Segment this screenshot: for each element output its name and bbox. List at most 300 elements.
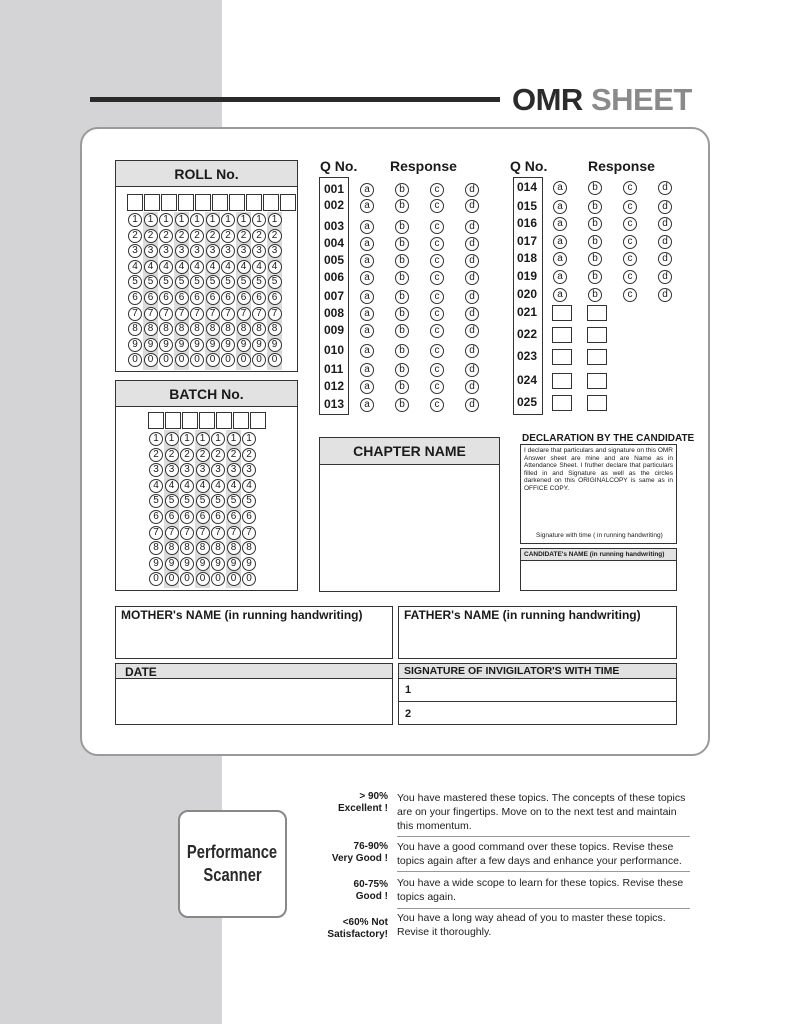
roll-digit-bubble[interactable]: 9 — [206, 338, 220, 352]
batch-digit-bubble[interactable]: 2 — [180, 448, 194, 462]
batch-digit-bubble[interactable]: 6 — [180, 510, 194, 524]
roll-digit-bubble[interactable]: 3 — [237, 244, 251, 258]
option-bubble-d[interactable]: d — [658, 181, 672, 195]
batch-digit-bubble[interactable]: 9 — [227, 557, 241, 571]
roll-digit-bubble[interactable]: 7 — [175, 307, 189, 321]
batch-digit-bubble[interactable]: 0 — [180, 572, 194, 586]
answer-box[interactable] — [587, 327, 607, 343]
batch-digit-bubble[interactable]: 1 — [196, 432, 210, 446]
option-bubble-a[interactable]: a — [360, 380, 374, 394]
roll-digit-bubble[interactable]: 6 — [128, 291, 142, 305]
roll-digit-bubble[interactable]: 1 — [221, 213, 235, 227]
batch-digit-bubble[interactable]: 6 — [196, 510, 210, 524]
option-bubble-b[interactable]: b — [395, 380, 409, 394]
batch-digit-bubble[interactable]: 9 — [196, 557, 210, 571]
option-bubble-b[interactable]: b — [395, 220, 409, 234]
roll-digit-bubble[interactable]: 4 — [159, 260, 173, 274]
roll-digit-bubble[interactable]: 1 — [159, 213, 173, 227]
batch-digit-bubble[interactable]: 4 — [196, 479, 210, 493]
batch-digit-bubble[interactable]: 8 — [165, 541, 179, 555]
invigilator-row-1[interactable] — [399, 679, 676, 702]
roll-entry-cell[interactable] — [263, 194, 279, 211]
roll-digit-bubble[interactable]: 1 — [128, 213, 142, 227]
batch-digit-bubble[interactable]: 1 — [180, 432, 194, 446]
roll-digit-bubble[interactable]: 5 — [221, 275, 235, 289]
roll-digit-bubble[interactable]: 3 — [144, 244, 158, 258]
option-bubble-d[interactable]: d — [658, 288, 672, 302]
option-bubble-a[interactable]: a — [360, 307, 374, 321]
answer-box[interactable] — [552, 349, 572, 365]
invigilator-signature-box — [398, 663, 677, 725]
option-bubble-a[interactable]: a — [553, 252, 567, 266]
roll-digit-bubble[interactable]: 6 — [159, 291, 173, 305]
batch-digit-bubble[interactable]: 0 — [196, 572, 210, 586]
roll-digit-bubble[interactable]: 4 — [252, 260, 266, 274]
roll-digit-bubble[interactable]: 8 — [252, 322, 266, 336]
batch-entry-cell[interactable] — [216, 412, 232, 429]
roll-digit-bubble[interactable]: 3 — [175, 244, 189, 258]
roll-digit-bubble[interactable]: 1 — [144, 213, 158, 227]
roll-digit-bubble[interactable]: 4 — [128, 260, 142, 274]
roll-digit-bubble[interactable]: 1 — [237, 213, 251, 227]
batch-digit-bubble[interactable]: 7 — [227, 526, 241, 540]
option-bubble-c[interactable]: c — [430, 344, 444, 358]
batch-digit-bubble[interactable]: 2 — [196, 448, 210, 462]
roll-digit-bubble[interactable]: 3 — [190, 244, 204, 258]
roll-digit-bubble[interactable]: 4 — [237, 260, 251, 274]
option-bubble-b[interactable]: b — [588, 252, 602, 266]
roll-digit-bubble[interactable]: 5 — [206, 275, 220, 289]
roll-digit-bubble[interactable]: 2 — [128, 229, 142, 243]
batch-digit-bubble[interactable]: 6 — [149, 510, 163, 524]
option-bubble-a[interactable]: a — [360, 237, 374, 251]
batch-digit-bubble[interactable]: 8 — [196, 541, 210, 555]
roll-entry-cell[interactable] — [127, 194, 143, 211]
option-bubble-d[interactable]: d — [465, 254, 479, 268]
roll-digit-bubble[interactable]: 9 — [159, 338, 173, 352]
option-bubble-c[interactable]: c — [430, 307, 444, 321]
roll-entry-cell[interactable] — [280, 194, 296, 211]
invigilator-row-2[interactable] — [399, 702, 676, 724]
roll-digit-bubble[interactable]: 4 — [221, 260, 235, 274]
batch-entry-cell[interactable] — [250, 412, 266, 429]
batch-digit-bubble[interactable]: 4 — [227, 479, 241, 493]
batch-entry-cell[interactable] — [148, 412, 164, 429]
roll-digit-bubble[interactable]: 0 — [144, 353, 158, 367]
roll-digit-bubble[interactable]: 5 — [128, 275, 142, 289]
roll-digit-bubble[interactable]: 2 — [268, 229, 282, 243]
roll-digit-bubble[interactable]: 4 — [190, 260, 204, 274]
option-bubble-d[interactable]: d — [465, 324, 479, 338]
option-bubble-b[interactable]: b — [395, 398, 409, 412]
roll-digit-bubble[interactable]: 0 — [268, 353, 282, 367]
roll-digit-bubble[interactable]: 2 — [159, 229, 173, 243]
roll-bubble-row — [128, 291, 283, 307]
roll-digit-bubble[interactable]: 3 — [206, 244, 220, 258]
roll-digit-bubble[interactable]: 4 — [268, 260, 282, 274]
roll-digit-bubble[interactable]: 0 — [252, 353, 266, 367]
option-bubble-c[interactable]: c — [623, 217, 637, 231]
roll-bubble-row — [128, 322, 283, 338]
roll-digit-bubble[interactable]: 9 — [190, 338, 204, 352]
batch-digit-bubble[interactable]: 0 — [211, 572, 225, 586]
roll-digit-bubble[interactable]: 5 — [159, 275, 173, 289]
roll-digit-bubble[interactable]: 7 — [144, 307, 158, 321]
option-bubble-d[interactable]: d — [465, 290, 479, 304]
roll-digit-bubble[interactable]: 0 — [206, 353, 220, 367]
batch-digit-bubble[interactable]: 0 — [149, 572, 163, 586]
batch-digit-bubble[interactable]: 8 — [227, 541, 241, 555]
roll-digit-bubble[interactable]: 5 — [190, 275, 204, 289]
option-bubble-a[interactable]: a — [360, 398, 374, 412]
batch-digit-bubble[interactable]: 5 — [242, 494, 256, 508]
roll-digit-bubble[interactable]: 7 — [237, 307, 251, 321]
roll-digit-bubble[interactable]: 0 — [221, 353, 235, 367]
option-bubble-b[interactable]: b — [588, 235, 602, 249]
option-bubble-d[interactable]: d — [465, 220, 479, 234]
level-1-range: > 90% — [359, 791, 388, 802]
roll-digit-bubble[interactable]: 9 — [221, 338, 235, 352]
option-bubble-a[interactable]: a — [360, 324, 374, 338]
batch-digit-bubble[interactable]: 8 — [211, 541, 225, 555]
option-bubble-c[interactable]: c — [430, 398, 444, 412]
batch-digit-bubble[interactable]: 1 — [149, 432, 163, 446]
roll-digit-bubble[interactable]: 7 — [159, 307, 173, 321]
roll-digit-bubble[interactable]: 6 — [206, 291, 220, 305]
batch-digit-bubble[interactable]: 4 — [149, 479, 163, 493]
option-bubble-b[interactable]: b — [395, 324, 409, 338]
roll-digit-bubble[interactable]: 9 — [144, 338, 158, 352]
roll-digit-bubble[interactable]: 1 — [252, 213, 266, 227]
roll-digit-bubble[interactable]: 0 — [190, 353, 204, 367]
level-2-label — [318, 841, 388, 865]
option-bubble-a[interactable]: a — [553, 200, 567, 214]
option-bubble-c[interactable]: c — [430, 271, 444, 285]
batch-entry-cell[interactable] — [199, 412, 215, 429]
option-bubble-c[interactable]: c — [623, 270, 637, 284]
batch-bubble-row — [149, 463, 258, 479]
batch-digit-bubble[interactable]: 7 — [211, 526, 225, 540]
option-bubble-a[interactable]: a — [553, 270, 567, 284]
roll-digit-bubble[interactable]: 1 — [175, 213, 189, 227]
option-bubble-a[interactable]: a — [553, 217, 567, 231]
answer-box[interactable] — [552, 373, 572, 389]
option-bubble-d[interactable]: d — [658, 270, 672, 284]
roll-digit-bubble[interactable]: 8 — [128, 322, 142, 336]
option-bubble-d[interactable]: d — [465, 307, 479, 321]
batch-digit-bubble[interactable]: 2 — [242, 448, 256, 462]
option-bubble-a[interactable]: a — [360, 254, 374, 268]
roll-digit-bubble[interactable]: 8 — [175, 322, 189, 336]
roll-digit-bubble[interactable]: 3 — [252, 244, 266, 258]
invigilator-heading: SIGNATURE OF INVIGILATOR'S WITH TIME — [399, 664, 676, 679]
option-bubble-b[interactable]: b — [395, 183, 409, 197]
batch-digit-bubble[interactable]: 3 — [180, 463, 194, 477]
option-bubble-a[interactable]: a — [553, 181, 567, 195]
batch-digit-bubble[interactable]: 6 — [242, 510, 256, 524]
option-bubble-b[interactable]: b — [588, 270, 602, 284]
roll-digit-bubble[interactable]: 8 — [159, 322, 173, 336]
roll-digit-bubble[interactable]: 7 — [206, 307, 220, 321]
level-3-label — [318, 879, 388, 903]
batch-digit-bubble[interactable]: 7 — [196, 526, 210, 540]
roll-entry-cell[interactable] — [144, 194, 160, 211]
option-bubble-a[interactable]: a — [360, 363, 374, 377]
batch-digit-bubble[interactable]: 7 — [242, 526, 256, 540]
option-bubble-c[interactable]: c — [430, 290, 444, 304]
roll-digit-bubble[interactable]: 7 — [190, 307, 204, 321]
option-bubble-d[interactable]: d — [658, 252, 672, 266]
batch-digit-bubble[interactable]: 0 — [242, 572, 256, 586]
batch-digit-bubble[interactable]: 5 — [227, 494, 241, 508]
batch-digit-bubble[interactable]: 4 — [211, 479, 225, 493]
option-bubble-b[interactable]: b — [395, 271, 409, 285]
option-bubble-d[interactable]: d — [465, 363, 479, 377]
option-bubble-c[interactable]: c — [430, 363, 444, 377]
answer-box[interactable] — [552, 327, 572, 343]
option-bubble-c[interactable]: c — [430, 220, 444, 234]
roll-bubble-row — [128, 353, 283, 369]
roll-digit-bubble[interactable]: 2 — [144, 229, 158, 243]
roll-digit-bubble[interactable]: 4 — [144, 260, 158, 274]
level-divider-2 — [397, 871, 690, 872]
batch-digit-bubble[interactable]: 3 — [149, 463, 163, 477]
batch-digit-bubble[interactable]: 3 — [211, 463, 225, 477]
roll-digit-bubble[interactable]: 2 — [190, 229, 204, 243]
batch-digit-bubble[interactable]: 5 — [165, 494, 179, 508]
batch-digit-bubble[interactable]: 5 — [149, 494, 163, 508]
roll-digit-bubble[interactable]: 2 — [221, 229, 235, 243]
option-bubble-a[interactable]: a — [360, 290, 374, 304]
roll-digit-bubble[interactable]: 1 — [190, 213, 204, 227]
performance-scanner-badge — [178, 810, 287, 918]
batch-digit-bubble[interactable]: 7 — [165, 526, 179, 540]
roll-digit-bubble[interactable]: 1 — [268, 213, 282, 227]
option-bubble-b[interactable]: b — [395, 199, 409, 213]
option-bubble-b[interactable]: b — [395, 344, 409, 358]
option-bubble-a[interactable]: a — [360, 344, 374, 358]
batch-digit-bubble[interactable]: 0 — [165, 572, 179, 586]
batch-digit-bubble[interactable]: 5 — [196, 494, 210, 508]
roll-digit-bubble[interactable]: 0 — [159, 353, 173, 367]
batch-digit-bubble[interactable]: 9 — [180, 557, 194, 571]
question-number: 022 — [517, 327, 538, 341]
batch-digit-bubble[interactable]: 9 — [165, 557, 179, 571]
option-bubble-b[interactable]: b — [395, 290, 409, 304]
option-bubble-b[interactable]: b — [395, 237, 409, 251]
batch-digit-bubble[interactable]: 5 — [180, 494, 194, 508]
batch-digit-bubble[interactable]: 1 — [165, 432, 179, 446]
batch-digit-bubble[interactable]: 4 — [242, 479, 256, 493]
batch-digit-bubble[interactable]: 4 — [180, 479, 194, 493]
option-bubble-d[interactable]: d — [465, 183, 479, 197]
roll-digit-bubble[interactable]: 2 — [175, 229, 189, 243]
roll-entry-cell[interactable] — [161, 194, 177, 211]
roll-entry-cell[interactable] — [178, 194, 194, 211]
date-heading — [116, 664, 392, 679]
option-bubble-b[interactable]: b — [588, 288, 602, 302]
roll-digit-bubble[interactable]: 9 — [175, 338, 189, 352]
roll-digit-bubble[interactable]: 3 — [128, 244, 142, 258]
roll-digit-bubble[interactable]: 6 — [190, 291, 204, 305]
answer-box[interactable] — [587, 305, 607, 321]
roll-digit-bubble[interactable]: 3 — [221, 244, 235, 258]
roll-digit-bubble[interactable]: 6 — [237, 291, 251, 305]
option-bubble-c[interactable]: c — [430, 380, 444, 394]
option-bubble-a[interactable]: a — [360, 220, 374, 234]
roll-entry-cell[interactable] — [246, 194, 262, 211]
batch-bubble-row — [149, 557, 258, 573]
option-bubble-c[interactable]: c — [623, 252, 637, 266]
option-bubble-d[interactable]: d — [465, 237, 479, 251]
roll-digit-bubble[interactable]: 4 — [175, 260, 189, 274]
question-number: 018 — [517, 251, 538, 265]
roll-digit-bubble[interactable]: 4 — [206, 260, 220, 274]
roll-digit-bubble[interactable]: 5 — [268, 275, 282, 289]
roll-digit-bubble[interactable]: 8 — [206, 322, 220, 336]
option-bubble-d[interactable]: d — [658, 217, 672, 231]
level-3-grade: Good ! — [355, 891, 388, 902]
answer-box[interactable] — [552, 395, 572, 411]
roll-digit-bubble[interactable]: 8 — [237, 322, 251, 336]
answer-box[interactable] — [587, 373, 607, 389]
batch-digit-bubble[interactable]: 2 — [211, 448, 225, 462]
roll-digit-bubble[interactable]: 9 — [128, 338, 142, 352]
option-bubble-d[interactable]: d — [658, 235, 672, 249]
option-bubble-d[interactable]: d — [465, 271, 479, 285]
candidate-name-box[interactable] — [520, 548, 677, 591]
roll-digit-bubble[interactable]: 7 — [221, 307, 235, 321]
roll-digit-bubble[interactable]: 7 — [252, 307, 266, 321]
option-bubble-c[interactable]: c — [430, 324, 444, 338]
roll-digit-bubble[interactable]: 6 — [221, 291, 235, 305]
option-bubble-a[interactable]: a — [360, 271, 374, 285]
roll-digit-bubble[interactable]: 0 — [128, 353, 142, 367]
batch-bubble-row — [149, 448, 258, 464]
roll-entry-cell[interactable] — [195, 194, 211, 211]
option-bubble-c[interactable]: c — [430, 254, 444, 268]
batch-digit-bubble[interactable]: 5 — [211, 494, 225, 508]
batch-entry-cell[interactable] — [233, 412, 249, 429]
answer-box[interactable] — [587, 395, 607, 411]
batch-digit-bubble[interactable]: 2 — [227, 448, 241, 462]
batch-entry-cell[interactable] — [182, 412, 198, 429]
batch-digit-bubble[interactable]: 6 — [227, 510, 241, 524]
batch-digit-bubble[interactable]: 2 — [165, 448, 179, 462]
batch-digit-bubble[interactable]: 1 — [227, 432, 241, 446]
roll-digit-bubble[interactable]: 5 — [237, 275, 251, 289]
roll-digit-bubble[interactable]: 8 — [144, 322, 158, 336]
roll-digit-bubble[interactable]: 0 — [237, 353, 251, 367]
option-bubble-b[interactable]: b — [395, 363, 409, 377]
batch-digit-bubble[interactable]: 3 — [242, 463, 256, 477]
roll-digit-bubble[interactable]: 6 — [252, 291, 266, 305]
batch-digit-bubble[interactable]: 1 — [242, 432, 256, 446]
option-bubble-c[interactable]: c — [623, 200, 637, 214]
invigilator-row-1-label: 1 — [405, 684, 412, 696]
option-bubble-a[interactable]: a — [360, 199, 374, 213]
option-bubble-a[interactable]: a — [360, 183, 374, 197]
batch-digit-bubble[interactable]: 8 — [180, 541, 194, 555]
option-bubble-c[interactable]: c — [430, 183, 444, 197]
option-bubble-d[interactable]: d — [658, 200, 672, 214]
option-bubble-c[interactable]: c — [623, 181, 637, 195]
answer-box[interactable] — [552, 305, 572, 321]
batch-digit-bubble[interactable]: 4 — [165, 479, 179, 493]
option-bubble-c[interactable]: c — [623, 288, 637, 302]
batch-digit-bubble[interactable]: 7 — [149, 526, 163, 540]
option-bubble-c[interactable]: c — [430, 237, 444, 251]
option-bubble-d[interactable]: d — [465, 344, 479, 358]
roll-digit-bubble[interactable]: 2 — [252, 229, 266, 243]
option-bubble-b[interactable]: b — [588, 217, 602, 231]
roll-digit-bubble[interactable]: 9 — [268, 338, 282, 352]
option-bubble-d[interactable]: d — [465, 398, 479, 412]
roll-digit-bubble[interactable]: 6 — [175, 291, 189, 305]
roll-digit-bubble[interactable]: 8 — [190, 322, 204, 336]
batch-digit-bubble[interactable]: 8 — [149, 541, 163, 555]
answer-box[interactable] — [587, 349, 607, 365]
roll-digit-bubble[interactable]: 3 — [268, 244, 282, 258]
batch-digit-bubble[interactable]: 9 — [242, 557, 256, 571]
batch-digit-bubble[interactable]: 3 — [227, 463, 241, 477]
option-bubble-d[interactable]: d — [465, 199, 479, 213]
response-header-right: Response — [588, 158, 655, 174]
option-bubble-b[interactable]: b — [395, 254, 409, 268]
option-bubble-b[interactable]: b — [588, 181, 602, 195]
option-bubble-c[interactable]: c — [623, 235, 637, 249]
option-bubble-c[interactable]: c — [430, 199, 444, 213]
roll-digit-bubble[interactable]: 0 — [175, 353, 189, 367]
roll-digit-bubble[interactable]: 9 — [252, 338, 266, 352]
option-bubble-b[interactable]: b — [395, 307, 409, 321]
option-bubble-a[interactable]: a — [553, 235, 567, 249]
batch-digit-bubble[interactable]: 1 — [211, 432, 225, 446]
roll-digit-bubble[interactable]: 9 — [237, 338, 251, 352]
option-bubble-b[interactable]: b — [588, 200, 602, 214]
roll-digit-bubble[interactable]: 7 — [128, 307, 142, 321]
roll-digit-bubble[interactable]: 2 — [237, 229, 251, 243]
batch-digit-bubble[interactable]: 6 — [211, 510, 225, 524]
roll-digit-bubble[interactable]: 2 — [206, 229, 220, 243]
roll-digit-bubble[interactable]: 8 — [268, 322, 282, 336]
roll-digit-bubble[interactable]: 8 — [221, 322, 235, 336]
roll-digit-bubble[interactable]: 6 — [144, 291, 158, 305]
batch-digit-bubble[interactable]: 9 — [149, 557, 163, 571]
roll-digit-bubble[interactable]: 5 — [144, 275, 158, 289]
roll-digit-bubble[interactable]: 3 — [159, 244, 173, 258]
roll-digit-bubble[interactable]: 1 — [206, 213, 220, 227]
batch-digit-bubble[interactable]: 3 — [165, 463, 179, 477]
chapter-name-box[interactable] — [319, 437, 500, 592]
batch-digit-bubble[interactable]: 6 — [165, 510, 179, 524]
option-bubble-a[interactable]: a — [553, 288, 567, 302]
roll-digit-bubble[interactable]: 5 — [175, 275, 189, 289]
batch-digit-bubble[interactable]: 0 — [227, 572, 241, 586]
batch-entry-cell[interactable] — [165, 412, 181, 429]
roll-digit-bubble[interactable]: 7 — [268, 307, 282, 321]
roll-entry-cell[interactable] — [229, 194, 245, 211]
batch-digit-bubble[interactable]: 7 — [180, 526, 194, 540]
batch-digit-bubble[interactable]: 8 — [242, 541, 256, 555]
roll-digit-bubble[interactable]: 6 — [268, 291, 282, 305]
option-bubble-d[interactable]: d — [465, 380, 479, 394]
roll-entry-cell[interactable] — [212, 194, 228, 211]
batch-digit-bubble[interactable]: 2 — [149, 448, 163, 462]
roll-digit-bubble[interactable]: 5 — [252, 275, 266, 289]
batch-digit-bubble[interactable]: 9 — [211, 557, 225, 571]
batch-digit-bubble[interactable]: 3 — [196, 463, 210, 477]
